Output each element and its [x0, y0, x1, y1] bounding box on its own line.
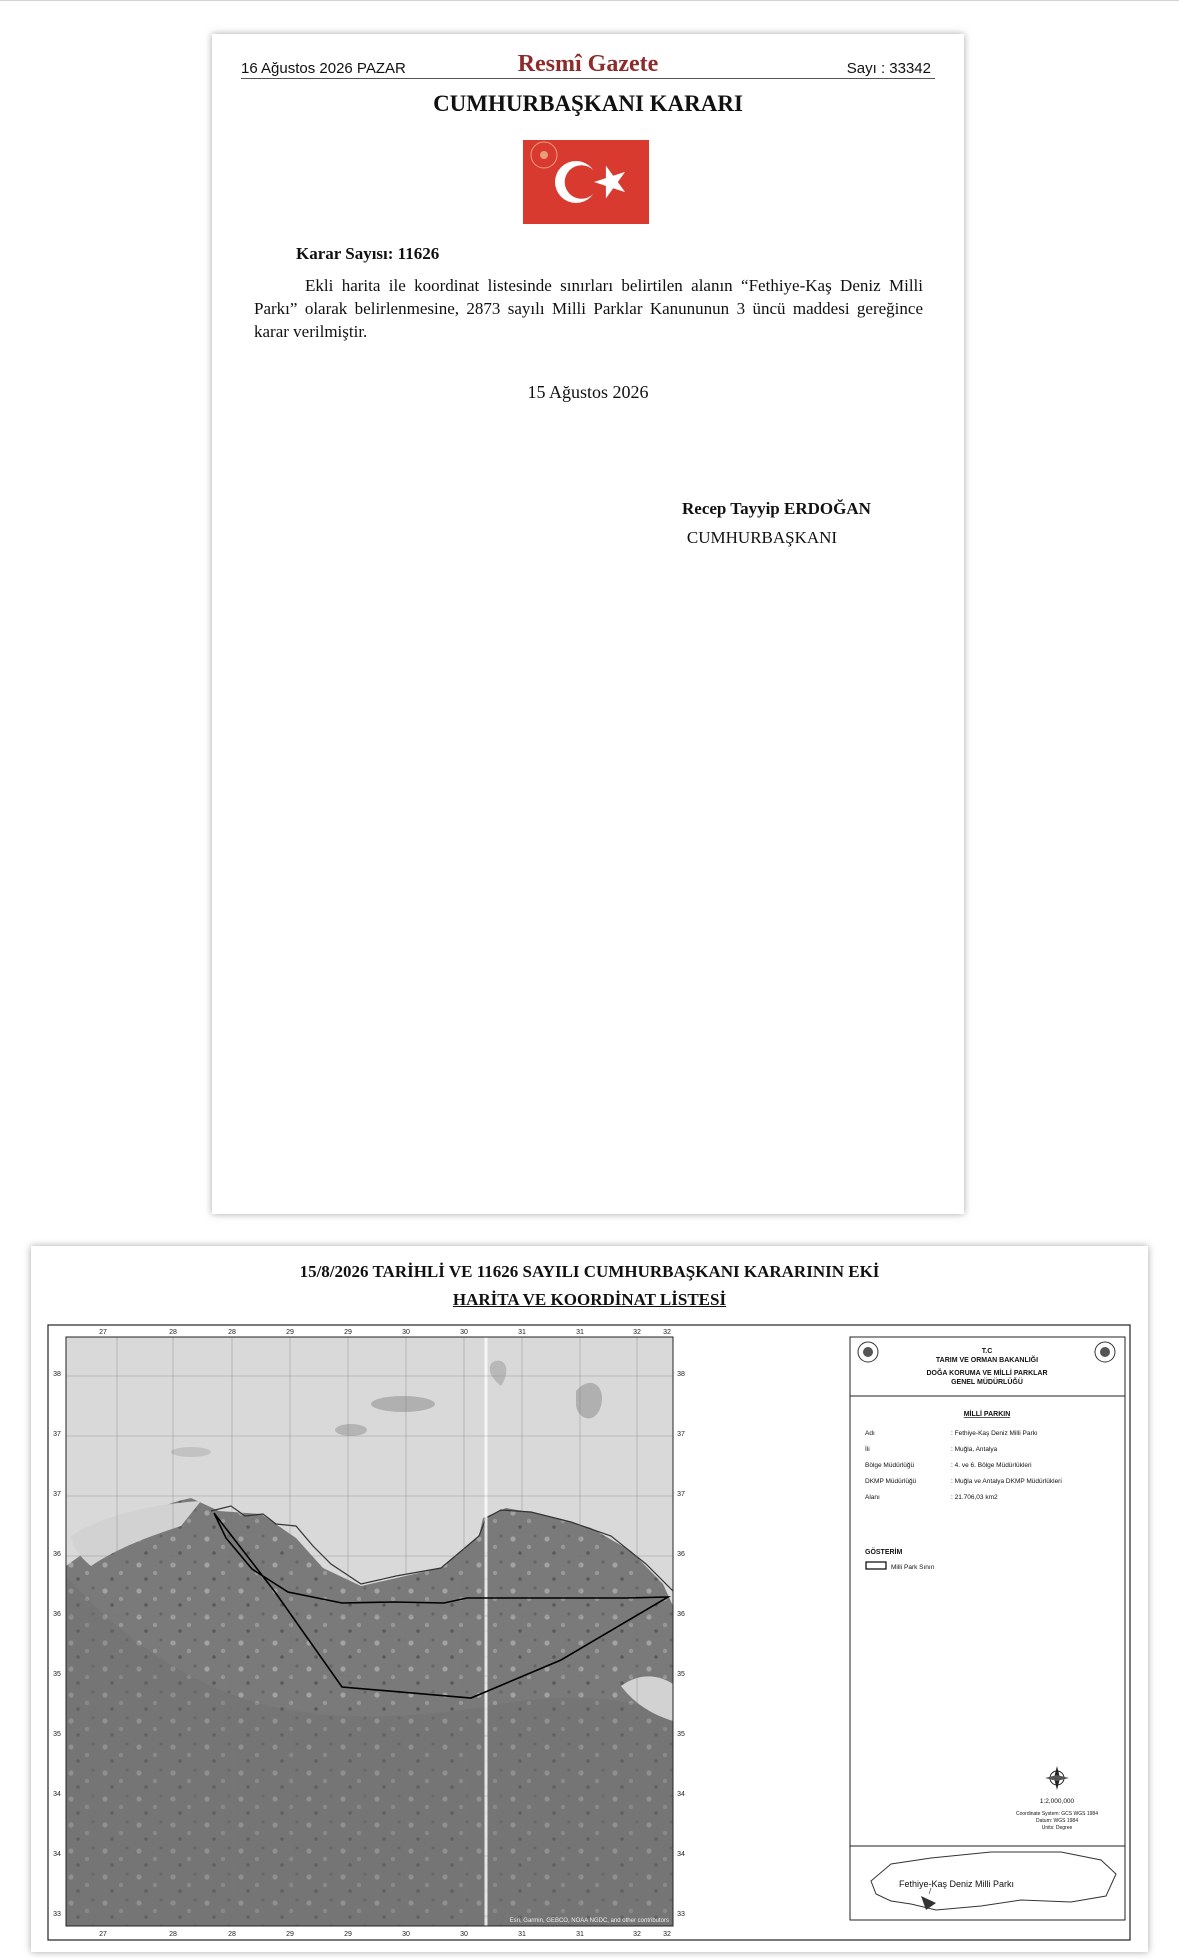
- lat-tick-right: 38: [677, 1371, 685, 1378]
- org-line-3: DOĞA KORUMA VE MİLLİ PARKLAR: [926, 1370, 1048, 1377]
- field-label: Bölge Müdürlüğü: [865, 1462, 915, 1469]
- field-value: : 4. ve 6. Bölge Müdürlükleri: [951, 1462, 1032, 1469]
- map-area: [66, 1337, 673, 1926]
- legend-panel: [850, 1337, 1125, 1920]
- lon-tick-top: 30: [402, 1329, 410, 1336]
- lon-tick-top: 28: [169, 1329, 177, 1336]
- inset-map-label: Fethiye-Kaş Deniz Milli Parkı: [899, 1879, 1015, 1889]
- gazette-date: 16 Ağustos 2026 PAZAR: [241, 60, 406, 77]
- field-label: Adı: [865, 1430, 875, 1437]
- decision-date: 15 Ağustos 2026: [527, 382, 649, 402]
- lon-tick-bottom: 32: [633, 1931, 641, 1938]
- lat-tick-left: 35: [53, 1671, 61, 1678]
- turkish-flag-image: [523, 140, 649, 224]
- lat-tick-right: 35: [677, 1731, 685, 1738]
- lon-tick-top: 29: [286, 1329, 294, 1336]
- lat-tick-left: 35: [53, 1731, 61, 1738]
- field-label: Alanı: [865, 1494, 880, 1501]
- lon-tick-top: 32: [663, 1329, 671, 1336]
- lon-tick-top: 31: [576, 1329, 584, 1336]
- lat-tick-left: 38: [53, 1371, 61, 1378]
- field-value: : Fethiye-Kaş Deniz Milli Parkı: [951, 1430, 1038, 1437]
- lon-tick-bottom: 29: [286, 1931, 294, 1938]
- org-line-1: T.C: [981, 1348, 993, 1355]
- document-heading: CUMHURBAŞKANI KARARI: [433, 91, 743, 116]
- gazette-page: [212, 34, 964, 1214]
- lon-tick-bottom: 28: [169, 1931, 177, 1938]
- lat-tick-right: 35: [677, 1671, 685, 1678]
- annex-page: [31, 1246, 1148, 1952]
- lat-tick-left: 33: [53, 1911, 61, 1918]
- lon-tick-bottom: 29: [344, 1931, 352, 1938]
- org-line-2: TARIM VE ORMAN BAKANLIĞI: [935, 1357, 1039, 1364]
- coordinate-system: Coordinate System: GCS WGS 1984: [1016, 1811, 1098, 1817]
- signer-title: CUMHURBAŞKANI: [686, 528, 838, 547]
- annex-map-svg: [31, 1246, 1148, 1952]
- units: Units: Degree: [1041, 1825, 1073, 1831]
- signer-name: Recep Tayyip ERDOĞAN: [682, 499, 871, 518]
- decision-number: Karar Sayısı: 11626: [296, 244, 440, 263]
- lat-tick-right: 33: [677, 1911, 685, 1918]
- lat-tick-right: 34: [677, 1791, 685, 1798]
- field-value: : 21.706,03 km2: [951, 1494, 998, 1501]
- top-divider: [0, 0, 1179, 1]
- gazette-header: [241, 46, 935, 79]
- legend-item-label: Milli Park Sınırı: [891, 1564, 935, 1571]
- annex-title: 15/8/2026 TARİHLİ VE 11626 SAYILI CUMHURBAŞKANI KARARININ EKİ: [299, 1262, 880, 1281]
- org-line-4: GENEL MÜDÜRLÜĞÜ: [951, 1379, 1023, 1386]
- lat-tick-right: 37: [677, 1431, 685, 1438]
- lat-tick-left: 37: [53, 1431, 61, 1438]
- lon-tick-bottom: 27: [99, 1931, 107, 1938]
- map-scale: 1:2,000,000: [1039, 1798, 1075, 1805]
- lat-tick-left: 34: [53, 1851, 61, 1858]
- gazette-issue-number: Sayı : 33342: [846, 60, 931, 77]
- lat-tick-right: 36: [677, 1551, 685, 1558]
- lat-tick-left: 36: [53, 1551, 61, 1558]
- lon-tick-bottom: 32: [663, 1931, 671, 1938]
- lon-tick-top: 29: [344, 1329, 352, 1336]
- lat-tick-right: 34: [677, 1851, 685, 1858]
- lon-tick-bottom: 31: [518, 1931, 526, 1938]
- gazette-title: Resmî Gazete: [517, 51, 659, 77]
- lon-tick-top: 31: [518, 1329, 526, 1336]
- decision-body-text: Ekli harita ile koordinat listesinde sınırları belirtilen alanın “Fethiye-Kaş Deniz Milli Parkı” olarak belirlenmesine, 2873 sayılı Milli Parklar Kanununun 3 üncü maddesi gereğince karar verilmiştir.: [254, 276, 923, 341]
- lat-tick-right: 36: [677, 1611, 685, 1618]
- map-attribution: Esri, Garmin, GEBCO, NOAA NGDC, and other contributors: [509, 1918, 669, 1924]
- field-label: DKMP Müdürlüğü: [865, 1478, 917, 1485]
- lon-tick-bottom: 30: [460, 1931, 468, 1938]
- lon-tick-top: 27: [99, 1329, 107, 1336]
- lon-tick-top: 30: [460, 1329, 468, 1336]
- lon-tick-bottom: 28: [228, 1931, 236, 1938]
- datum: Datum: WGS 1984: [1036, 1818, 1078, 1824]
- lat-tick-right: 37: [677, 1491, 685, 1498]
- lon-tick-top: 32: [633, 1329, 641, 1336]
- annex-subtitle: HARİTA VE KOORDİNAT LİSTESİ: [452, 1290, 727, 1309]
- lon-tick-top: 28: [228, 1329, 236, 1336]
- lat-tick-left: 36: [53, 1611, 61, 1618]
- lon-tick-bottom: 31: [576, 1931, 584, 1938]
- lat-tick-left: 34: [53, 1791, 61, 1798]
- lon-tick-bottom: 30: [402, 1931, 410, 1938]
- field-value: : Muğla ve Antalya DKMP Müdürlükleri: [951, 1478, 1062, 1485]
- field-value: : Muğla, Antalya: [951, 1446, 998, 1453]
- park-section-title: MİLLİ PARKIN: [963, 1411, 1011, 1418]
- lat-tick-left: 37: [53, 1491, 61, 1498]
- legend-title: GÖSTERİM: [865, 1549, 903, 1556]
- field-label: İli: [865, 1446, 870, 1453]
